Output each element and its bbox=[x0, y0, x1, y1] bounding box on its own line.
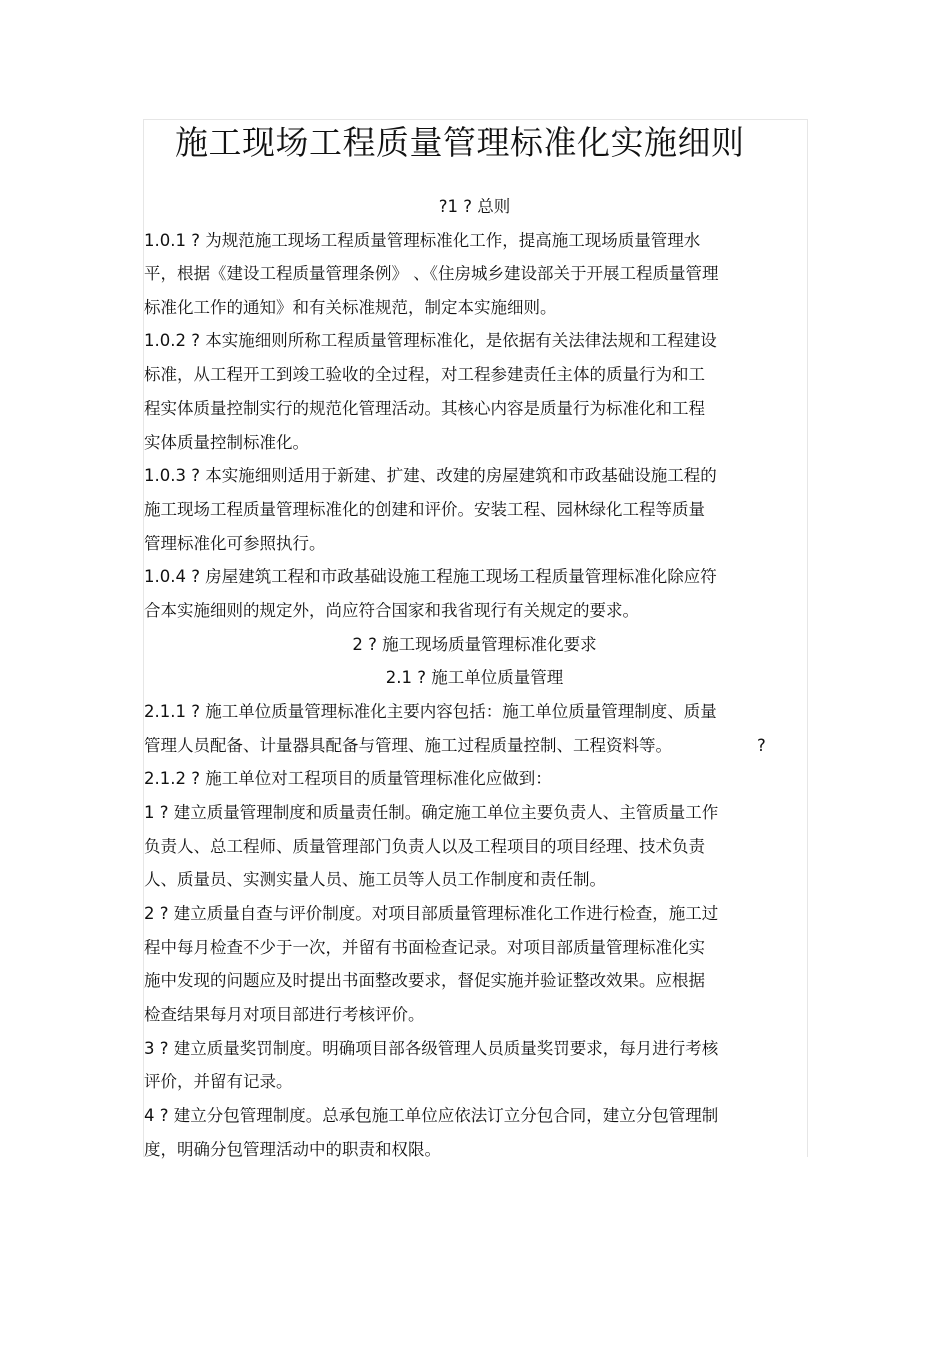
paragraph-line: 标准化工作的通知》和有关标准规范，制定本实施细则。 bbox=[144, 298, 557, 317]
chapter-1-heading: ?1 ? 总则 bbox=[438, 197, 511, 216]
paragraph-line: 实体质量控制标准化。 bbox=[144, 433, 309, 452]
list-item-line: 2 ? 建立质量自查与评价制度。对项目部质量管理标准化工作进行检查，施工过 bbox=[144, 904, 719, 923]
section-2-1-heading: 2.1 ? 施工单位质量管理 bbox=[385, 668, 564, 687]
paragraph-line: 管理人员配备、计量器具配备与管理、施工过程质量控制、工程资料等。 bbox=[144, 736, 672, 755]
paragraph-line: 1.0.2 ? 本实施细则所称工程质量管理标准化，是依据有关法律法规和工程建设 bbox=[144, 331, 717, 350]
paragraph-line: 1.0.3 ? 本实施细则适用于新建、扩建、改建的房屋建筑和市政基础设施工程的 bbox=[144, 466, 717, 485]
paragraph-line: 标准，从工程开工到竣工验收的全过程，对工程参建责任主体的质量行为和工 bbox=[144, 365, 705, 384]
list-item-line: 负责人、总工程师、质量管理部门负责人以及工程项目的项目经理、技术负责 bbox=[144, 837, 705, 856]
paragraph-line: 2.1.2 ? 施工单位对工程项目的质量管理标准化应做到： bbox=[144, 769, 552, 788]
paragraph-line: 合本实施细则的规定外，尚应符合国家和我省现行有关规定的要求。 bbox=[144, 601, 639, 620]
list-item-line: 度，明确分包管理活动中的职责和权限。 bbox=[144, 1140, 441, 1159]
paragraph-line: 程实体质量控制实行的规范化管理活动。其核心内容是质量行为标准化和工程 bbox=[144, 399, 705, 418]
paragraph-line: 1.0.1 ? 为规范施工现场工程质量管理标准化工作，提高施工现场质量管理水 bbox=[144, 231, 701, 250]
list-item-line: 4 ? 建立分包管理制度。总承包施工单位应依法订立分包合同，建立分包管理制 bbox=[144, 1106, 719, 1125]
paragraph-line: 施工现场工程质量管理标准化的创建和评价。安装工程、园林绿化工程等质量 bbox=[144, 500, 705, 519]
list-item-line: 检查结果每月对项目部进行考核评价。 bbox=[144, 1005, 425, 1024]
chapter-2-heading: 2 ? 施工现场质量管理标准化要求 bbox=[352, 635, 597, 654]
paragraph-line: 2.1.1 ? 施工单位质量管理标准化主要内容包括：施工单位质量管理制度、质量 bbox=[144, 702, 717, 721]
document-title: 施工现场工程质量管理标准化实施细则 bbox=[175, 123, 745, 162]
list-item-line: 评价，并留有记录。 bbox=[144, 1072, 293, 1091]
list-item-line: 人、质量员、实测实量人员、施工员等人员工作制度和责任制。 bbox=[144, 870, 606, 889]
paragraph-line: 平，根据《建设工程质量管理条例》 、《住房城乡建设部关于开展工程质量管理 bbox=[144, 264, 719, 283]
paragraph-line: 1.0.4 ? 房屋建筑工程和市政基础设施工程施工现场工程质量管理标准化除应符 bbox=[144, 567, 717, 586]
paragraph-line: 管理标准化可参照执行。 bbox=[144, 534, 326, 553]
list-item-line: 程中每月检查不少于一次，并留有书面检查记录。对项目部质量管理标准化实 bbox=[144, 938, 705, 957]
list-item-line: 3 ? 建立质量奖罚制度。明确项目部各级管理人员质量奖罚要求，每月进行考核 bbox=[144, 1039, 719, 1058]
list-item-line: 施中发现的问题应及时提出书面整改要求，督促实施并验证整改效果。应根据 bbox=[144, 971, 705, 990]
stray-question-mark: ? bbox=[757, 736, 766, 755]
list-item-line: 1 ? 建立质量管理制度和质量责任制。确定施工单位主要负责人、主管质量工作 bbox=[144, 803, 719, 822]
